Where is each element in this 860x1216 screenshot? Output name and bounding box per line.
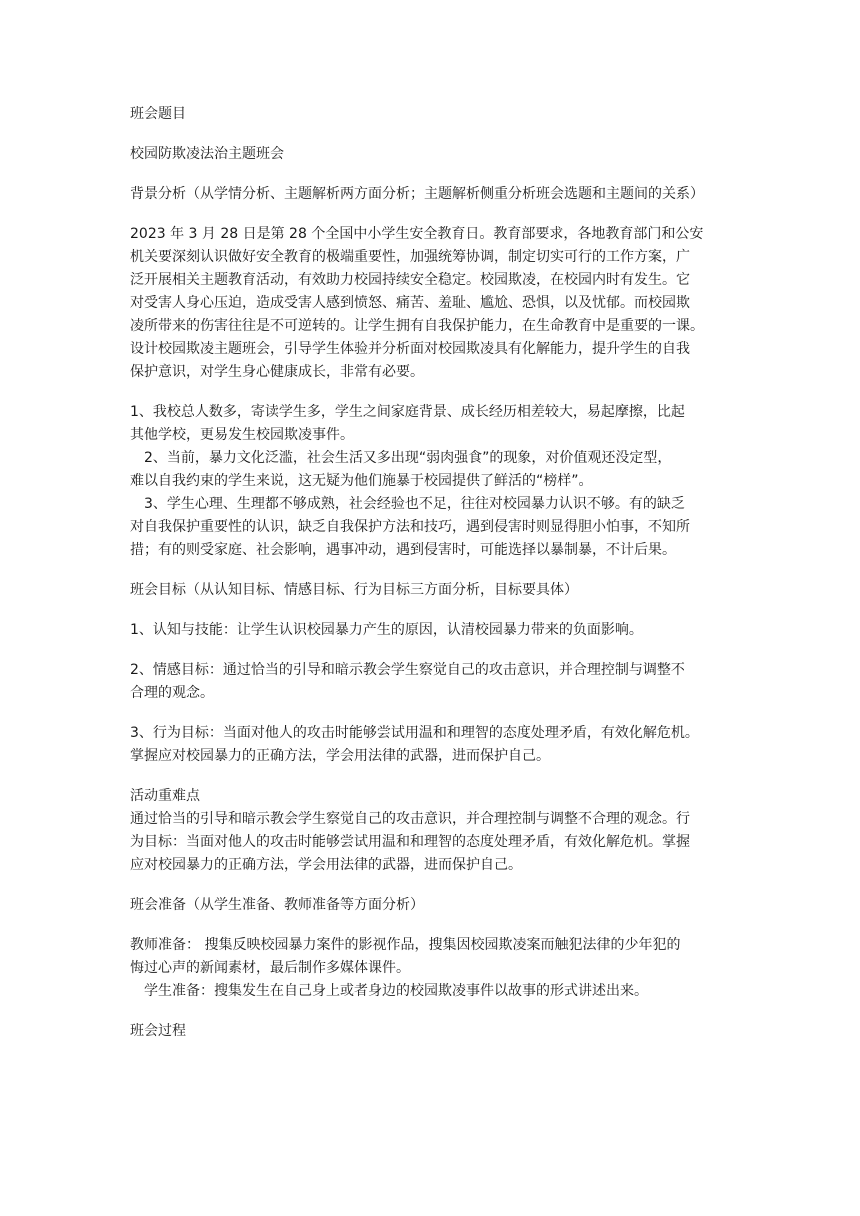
text-line: 掌握应对校园暴力的正确方法，学会用法律的武器，进而保护自己。 [130,748,550,764]
theme-title: 校园防欺凌法治主题班会 [130,146,284,162]
section-heading: 班会准备（从学生准备、教师准备等方面分析） [130,897,424,913]
goals-heading-block [130,579,738,602]
prep-heading-block [130,894,738,917]
theme-block [130,143,738,166]
text-line: 1、认知与技能：让学生认识校园暴力产生的原因，认清校园暴力带来的负面影响。 [130,622,643,638]
text-line: 1、我校总人数多，寄读学生多，学生之间家庭背景、成长经历相差较大，易起摩擦，比起 [130,404,685,420]
process-heading-block [130,1020,738,1043]
text-line: 合理的观念。 [130,685,214,701]
text-line: 凌所带来的伤害往往是不可逆转的。让学生拥有自我保护能力，在生命教育中是重要的一课。 [130,318,704,334]
text-line: 应对校园暴力的正确方法，学会用法律的武器，进而保护自己。 [130,857,522,873]
text-line: 学生准备：搜集发生在自己身上或者身边的校园欺凌事件以故事的形式讲述出来。 [144,983,648,999]
text-line: 对受害人身心压迫，造成受害人感到愤怒、痛苦、羞耻、尴尬、恐惧，以及忧郁。而校园欺 [130,295,690,311]
text-line: 其他学校，更易发生校园欺凌事件。 [130,427,354,443]
section-heading: 班会目标（从认知目标、情感目标、行为目标三方面分析，目标要具体） [130,582,578,598]
prep-block [130,934,738,1003]
goal-1 [130,619,738,642]
section-heading: 背景分析（从学情分析、主题解析两方面分析；主题解析侧重分析班会选题和主题间的关系） [130,186,704,202]
section-heading: 班会过程 [130,1023,186,1039]
background-heading-block [130,183,738,206]
text-line: 2、当前，暴力文化泛滥，社会生活又多出现“弱肉强食”的现象，对价值观还没定型， [144,450,672,466]
text-line: 2、情感目标：通过恰当的引导和暗示教会学生察觉自己的攻击意识，并合理控制与调整不 [130,662,685,678]
goal-3 [130,722,738,768]
text-line: 2023 年 3 月 28 日是第 28 个全国中小学生安全教育日。教育部要求，各地教育部门和公安 [130,226,704,242]
text-line: 措；有的则受家庭、社会影响，遇事冲动，遇到侵害时，可能选择以暴制暴，不计后果。 [130,542,676,558]
document-page [130,103,738,1060]
background-paragraph [130,223,738,384]
section-heading: 班会题目 [130,106,186,122]
title-heading-block [130,103,738,126]
text-line: 机关要深刻认识做好安全教育的极端重要性，加强统筹协调，制定切实可行的工作方案，广 [130,249,690,265]
text-line: 教师准备： 搜集反映校园暴力案件的影视作品，搜集因校园欺凌案而触犯法律的少年犯的 [130,937,681,953]
text-line: 悔过心声的新闻素材，最后制作多媒体课件。 [130,960,410,976]
text-line: 3、学生心理、生理都不够成熟，社会经验也不足，往往对校园暴力认识不够。有的缺乏 [144,496,685,512]
text-line: 为目标：当面对他人的攻击时能够尝试用温和和理智的态度处理矛盾，有效化解危机。掌握 [130,834,690,850]
text-line: 难以自我约束的学生来说，这无疑为他们施暴于校园提供了鲜活的“榜样”。 [130,473,593,489]
text-line: 设计校园欺凌主题班会，引导学生体验并分析面对校园欺凌具有化解能力，提升学生的自我 [130,341,690,357]
section-heading: 活动重难点 [130,788,200,804]
text-line: 泛开展相关主题教育活动，有效助力校园持续安全稳定。校园欺凌，在校园内时有发生。它 [130,272,690,288]
goal-2 [130,659,738,705]
text-line: 通过恰当的引导和暗示教会学生察觉自己的攻击意识，并合理控制与调整不合理的观念。行 [130,811,690,827]
text-line: 对自我保护重要性的认识，缺乏自我保护方法和技巧，遇到侵害时则显得胆小怕事，不知所 [130,519,690,535]
text-line: 保护意识，对学生身心健康成长，非常有必要。 [130,364,424,380]
key-points-block [130,785,738,877]
situation-points [130,401,738,562]
text-line: 3、行为目标：当面对他人的攻击时能够尝试用温和和理智的态度处理矛盾，有效化解危机。 [130,725,699,741]
